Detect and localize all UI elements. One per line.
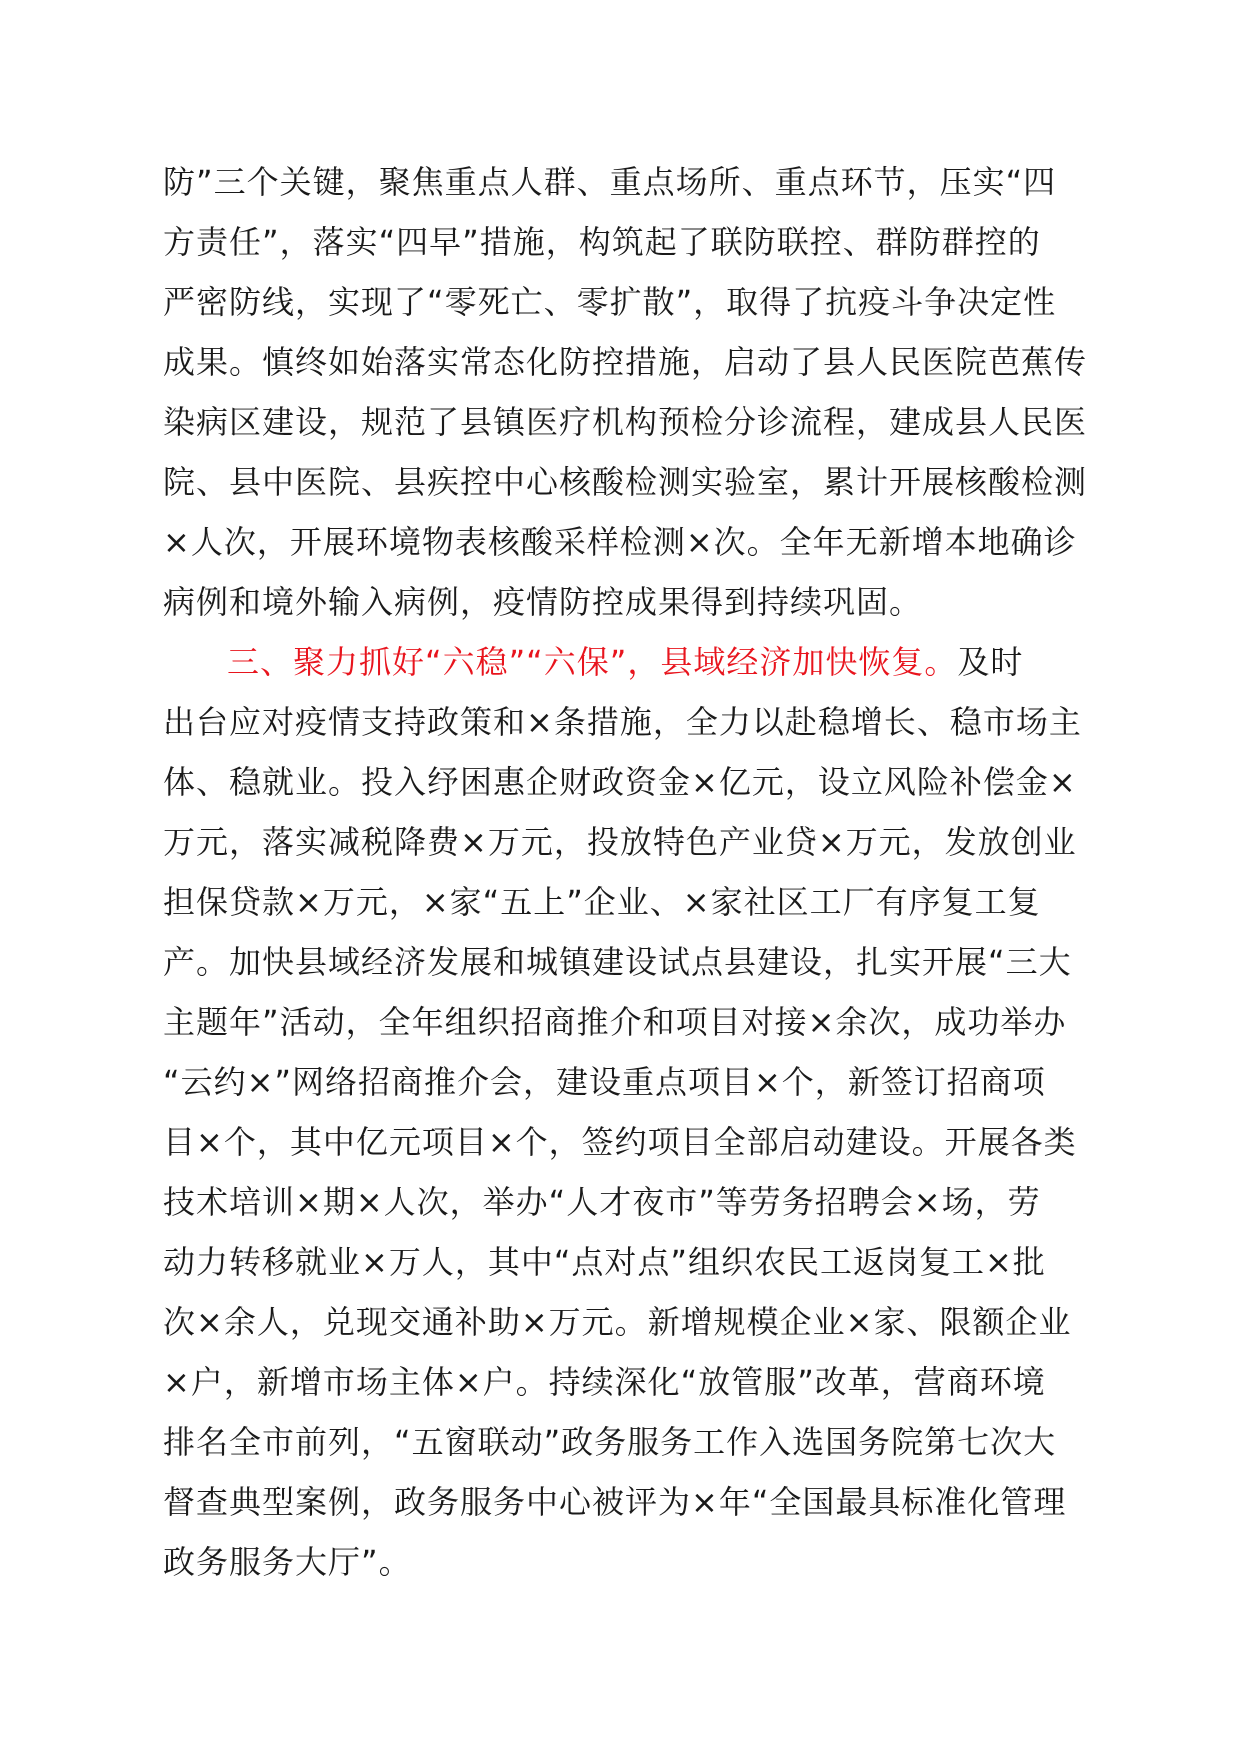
text-line: 出台应对疫情支持政策和×条措施，全力以赴稳增长、稳市场主 [163, 703, 1082, 741]
section-3-first-line-rest: 及时 [957, 643, 1024, 681]
text-line: 成果。慎终如始落实常态化防控措施，启动了县人民医院芭蕉传 [163, 343, 1088, 381]
text-line: 技术培训×期×人次，举办“人才夜市”等劳务招聘会×场，劳 [163, 1183, 1041, 1221]
text-line: 防”三个关键，聚焦重点人群、重点场所、重点环节，压实“四 [163, 163, 1057, 201]
text-line: 动力转移就业×万人，其中“点对点”组织农民工返岗复工×批 [163, 1243, 1046, 1281]
text-line: ×户，新增市场主体×户。持续深化“放管服”改革，营商环境 [163, 1363, 1046, 1401]
text-line: 病例和境外输入病例，疫情防控成果得到持续巩固。 [163, 583, 923, 621]
section-3-first-line [163, 632, 1109, 692]
text-line: 万元，落实减税降费×万元，投放特色产业贷×万元，发放创业 [163, 823, 1077, 861]
text-line: 严密防线，实现了“零死亡、零扩散”，取得了抗疫斗争决定性 [163, 283, 1057, 321]
text-line: 次×余人，兑现交通补助×万元。新增规模企业×家、限额企业 [163, 1303, 1072, 1341]
text-line: 政务服务大厅”。 [163, 1543, 412, 1581]
text-line: 担保贷款×万元，×家“五上”企业、×家社区工厂有序复工复 [163, 883, 1041, 921]
text-line: ×人次，开展环境物表核酸采样检测×次。全年无新增本地确诊 [163, 523, 1077, 561]
text-line: 目×个，其中亿元项目×个，签约项目全部启动建设。开展各类 [163, 1123, 1077, 1161]
text-line: 督查典型案例，政务服务中心被评为×年“全国最具标准化管理 [163, 1483, 1067, 1521]
text-line: 产。加快县域经济发展和城镇建设试点县建设，扎实开展“三大 [163, 943, 1072, 981]
text-line: 院、县中医院、县疾控中心核酸检测实验室，累计开展核酸检测 [163, 463, 1088, 501]
text-line: 染病区建设，规范了县镇医疗机构预检分诊流程，建成县人民医 [163, 403, 1088, 441]
text-line: 主题年”活动，全年组织招商推介和项目对接×余次，成功举办 [163, 1003, 1067, 1041]
text-line: 方责任”，落实“四早”措施，构筑起了联防联控、群防群控的 [163, 223, 1041, 261]
document-body [163, 152, 1109, 1592]
text-line: 体、稳就业。投入纾困惠企财政资金×亿元，设立风险补偿金× [163, 763, 1077, 801]
text-line: “云约×”网络招商推介会，建设重点项目×个，新签订招商项 [163, 1063, 1046, 1101]
text-line: 排名全市前列，“五窗联动”政务服务工作入选国务院第七次大 [163, 1423, 1057, 1461]
section-3-heading: 三、聚力抓好“六稳”“六保”，县域经济加快恢复。 [227, 643, 958, 681]
